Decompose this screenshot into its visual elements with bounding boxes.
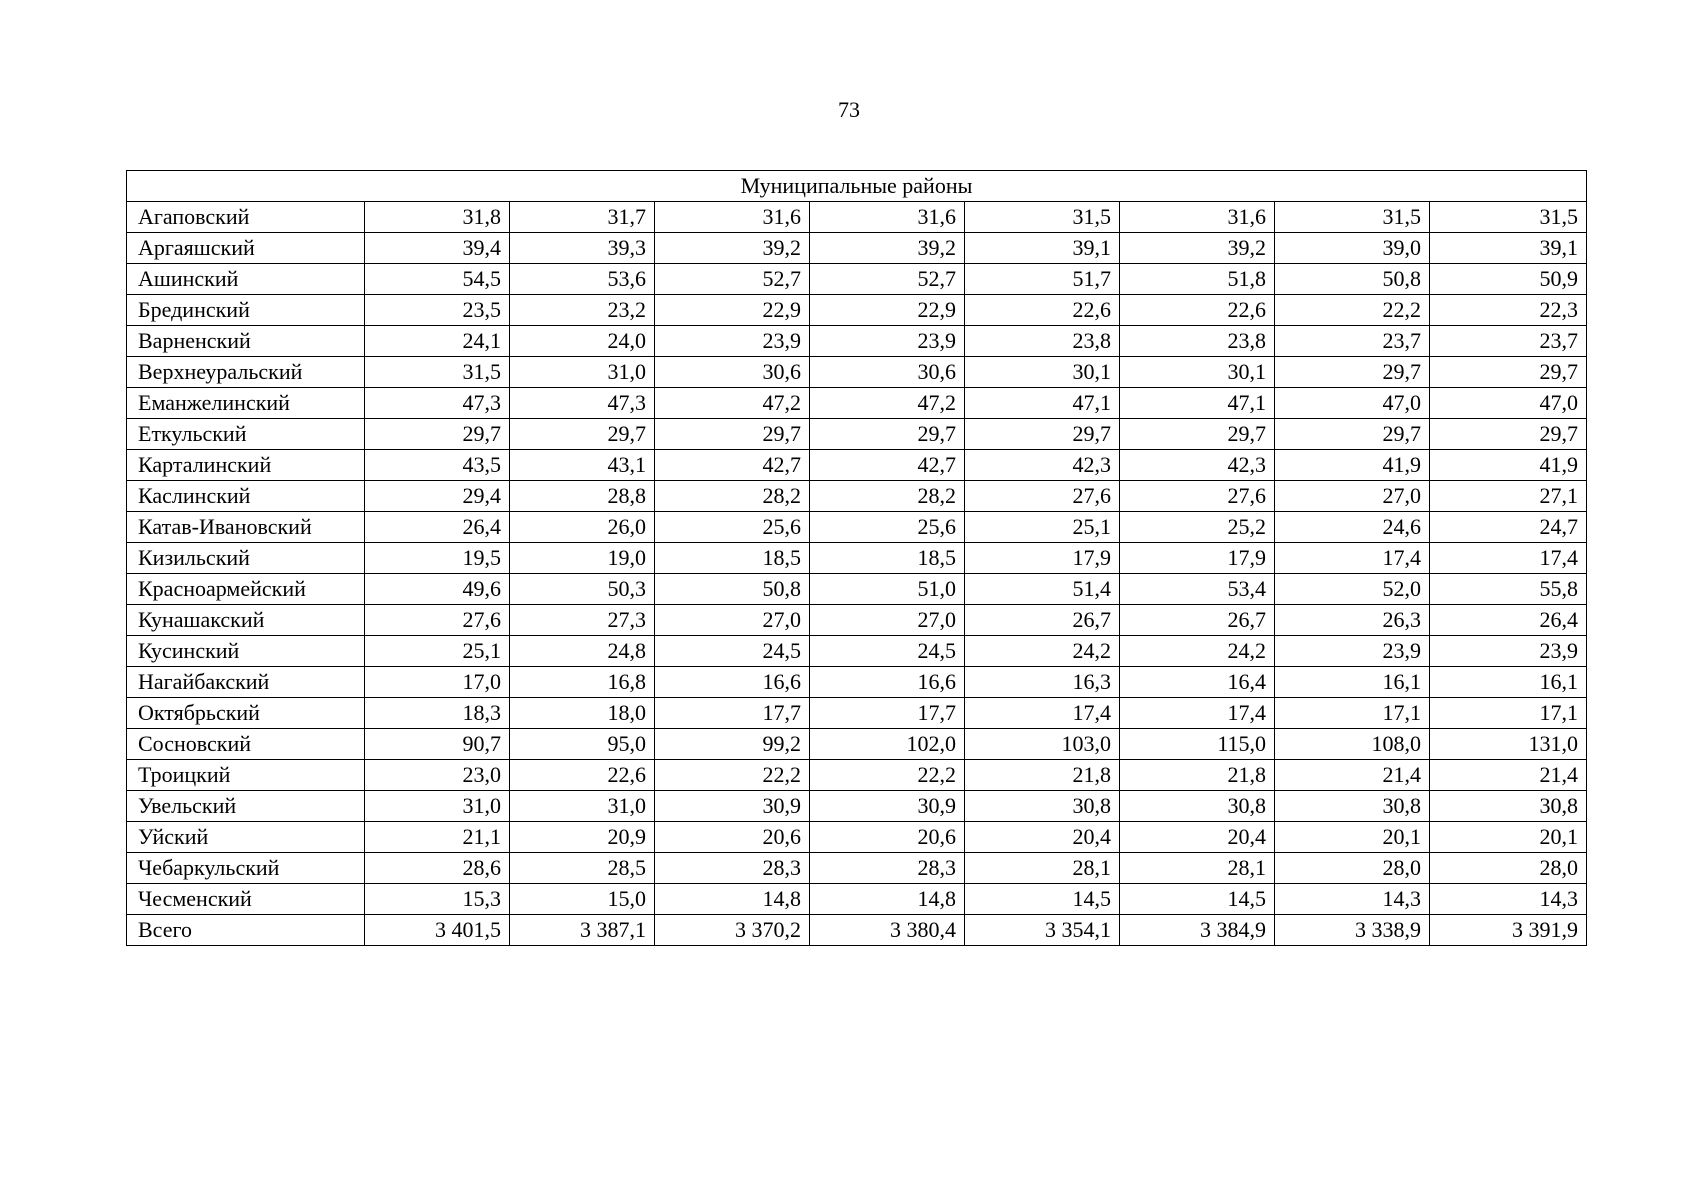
value-cell: 3 384,9 bbox=[1120, 915, 1275, 946]
value-cell: 50,9 bbox=[1430, 264, 1587, 295]
value-cell: 108,0 bbox=[1275, 729, 1430, 760]
value-cell: 28,6 bbox=[365, 853, 510, 884]
table-row bbox=[127, 295, 1587, 326]
value-cell: 28,5 bbox=[510, 853, 655, 884]
value-cell: 42,7 bbox=[810, 450, 965, 481]
table-row bbox=[127, 388, 1587, 419]
value-cell: 31,6 bbox=[655, 202, 810, 233]
value-cell: 31,5 bbox=[965, 202, 1120, 233]
value-cell: 26,7 bbox=[1120, 605, 1275, 636]
value-cell: 39,2 bbox=[655, 233, 810, 264]
value-cell: 53,4 bbox=[1120, 574, 1275, 605]
district-name-cell: Чебаркульский bbox=[127, 853, 365, 884]
value-cell: 29,7 bbox=[1120, 419, 1275, 450]
value-cell: 31,5 bbox=[1275, 202, 1430, 233]
value-cell: 25,1 bbox=[965, 512, 1120, 543]
value-cell: 39,1 bbox=[965, 233, 1120, 264]
value-cell: 3 370,2 bbox=[655, 915, 810, 946]
value-cell: 29,7 bbox=[655, 419, 810, 450]
value-cell: 27,0 bbox=[655, 605, 810, 636]
district-name-cell: Нагайбакский bbox=[127, 667, 365, 698]
value-cell: 39,1 bbox=[1430, 233, 1587, 264]
district-name-cell: Кизильский bbox=[127, 543, 365, 574]
value-cell: 24,2 bbox=[965, 636, 1120, 667]
table-row bbox=[127, 698, 1587, 729]
district-name-cell: Октябрьский bbox=[127, 698, 365, 729]
value-cell: 131,0 bbox=[1430, 729, 1587, 760]
value-cell: 25,6 bbox=[810, 512, 965, 543]
value-cell: 41,9 bbox=[1430, 450, 1587, 481]
value-cell: 22,9 bbox=[810, 295, 965, 326]
value-cell: 20,4 bbox=[1120, 822, 1275, 853]
value-cell: 22,6 bbox=[510, 760, 655, 791]
value-cell: 15,0 bbox=[510, 884, 655, 915]
value-cell: 20,6 bbox=[655, 822, 810, 853]
value-cell: 27,6 bbox=[365, 605, 510, 636]
value-cell: 24,5 bbox=[810, 636, 965, 667]
value-cell: 31,6 bbox=[1120, 202, 1275, 233]
value-cell: 24,0 bbox=[510, 326, 655, 357]
value-cell: 52,0 bbox=[1275, 574, 1430, 605]
table-row bbox=[127, 636, 1587, 667]
value-cell: 24,7 bbox=[1430, 512, 1587, 543]
value-cell: 21,1 bbox=[365, 822, 510, 853]
value-cell: 27,6 bbox=[965, 481, 1120, 512]
value-cell: 39,3 bbox=[510, 233, 655, 264]
value-cell: 42,3 bbox=[965, 450, 1120, 481]
value-cell: 17,4 bbox=[965, 698, 1120, 729]
value-cell: 21,4 bbox=[1275, 760, 1430, 791]
value-cell: 23,7 bbox=[1430, 326, 1587, 357]
value-cell: 50,8 bbox=[655, 574, 810, 605]
value-cell: 18,0 bbox=[510, 698, 655, 729]
district-name-cell: Еманжелинский bbox=[127, 388, 365, 419]
municipal-districts-table bbox=[126, 170, 1587, 946]
value-cell: 23,9 bbox=[1430, 636, 1587, 667]
value-cell: 51,8 bbox=[1120, 264, 1275, 295]
value-cell: 28,1 bbox=[965, 853, 1120, 884]
value-cell: 18,5 bbox=[810, 543, 965, 574]
value-cell: 23,8 bbox=[1120, 326, 1275, 357]
value-cell: 39,2 bbox=[1120, 233, 1275, 264]
district-name-cell: Красноармейский bbox=[127, 574, 365, 605]
value-cell: 47,2 bbox=[810, 388, 965, 419]
district-name-cell: Брединский bbox=[127, 295, 365, 326]
table-row bbox=[127, 574, 1587, 605]
value-cell: 21,4 bbox=[1430, 760, 1587, 791]
value-cell: 23,0 bbox=[365, 760, 510, 791]
value-cell: 20,4 bbox=[965, 822, 1120, 853]
value-cell: 14,8 bbox=[810, 884, 965, 915]
district-name-cell: Варненский bbox=[127, 326, 365, 357]
value-cell: 16,8 bbox=[510, 667, 655, 698]
value-cell: 52,7 bbox=[655, 264, 810, 295]
value-cell: 22,6 bbox=[965, 295, 1120, 326]
value-cell: 24,5 bbox=[655, 636, 810, 667]
table-row bbox=[127, 760, 1587, 791]
table-row bbox=[127, 667, 1587, 698]
value-cell: 21,8 bbox=[965, 760, 1120, 791]
value-cell: 25,2 bbox=[1120, 512, 1275, 543]
table-row bbox=[127, 481, 1587, 512]
value-cell: 30,9 bbox=[655, 791, 810, 822]
district-name-cell: Сосновский bbox=[127, 729, 365, 760]
section-header: Муниципальные районы bbox=[127, 171, 1587, 202]
value-cell: 47,3 bbox=[510, 388, 655, 419]
value-cell: 31,6 bbox=[810, 202, 965, 233]
value-cell: 17,7 bbox=[810, 698, 965, 729]
value-cell: 28,1 bbox=[1120, 853, 1275, 884]
value-cell: 19,0 bbox=[510, 543, 655, 574]
value-cell: 21,8 bbox=[1120, 760, 1275, 791]
value-cell: 51,7 bbox=[965, 264, 1120, 295]
value-cell: 16,1 bbox=[1275, 667, 1430, 698]
value-cell: 27,0 bbox=[810, 605, 965, 636]
value-cell: 24,1 bbox=[365, 326, 510, 357]
value-cell: 31,8 bbox=[365, 202, 510, 233]
table-row bbox=[127, 729, 1587, 760]
value-cell: 47,3 bbox=[365, 388, 510, 419]
value-cell: 31,5 bbox=[1430, 202, 1587, 233]
district-name-cell: Каслинский bbox=[127, 481, 365, 512]
value-cell: 47,0 bbox=[1430, 388, 1587, 419]
value-cell: 51,4 bbox=[965, 574, 1120, 605]
value-cell: 25,1 bbox=[365, 636, 510, 667]
district-name-cell: Аргаяшский bbox=[127, 233, 365, 264]
value-cell: 28,0 bbox=[1430, 853, 1587, 884]
value-cell: 3 391,9 bbox=[1430, 915, 1587, 946]
value-cell: 28,3 bbox=[655, 853, 810, 884]
value-cell: 25,6 bbox=[655, 512, 810, 543]
table-row bbox=[127, 543, 1587, 574]
value-cell: 17,4 bbox=[1120, 698, 1275, 729]
value-cell: 27,1 bbox=[1430, 481, 1587, 512]
value-cell: 26,0 bbox=[510, 512, 655, 543]
value-cell: 22,3 bbox=[1430, 295, 1587, 326]
value-cell: 49,6 bbox=[365, 574, 510, 605]
value-cell: 29,7 bbox=[1430, 419, 1587, 450]
value-cell: 90,7 bbox=[365, 729, 510, 760]
value-cell: 3 338,9 bbox=[1275, 915, 1430, 946]
value-cell: 28,2 bbox=[655, 481, 810, 512]
district-name-cell: Ашинский bbox=[127, 264, 365, 295]
value-cell: 41,9 bbox=[1275, 450, 1430, 481]
district-name-cell: Уйский bbox=[127, 822, 365, 853]
value-cell: 3 380,4 bbox=[810, 915, 965, 946]
value-cell: 29,7 bbox=[1275, 419, 1430, 450]
value-cell: 39,0 bbox=[1275, 233, 1430, 264]
district-name-cell: Чесменский bbox=[127, 884, 365, 915]
value-cell: 3 354,1 bbox=[965, 915, 1120, 946]
value-cell: 17,1 bbox=[1275, 698, 1430, 729]
value-cell: 14,5 bbox=[965, 884, 1120, 915]
value-cell: 39,2 bbox=[810, 233, 965, 264]
value-cell: 23,9 bbox=[810, 326, 965, 357]
value-cell: 29,7 bbox=[1275, 357, 1430, 388]
value-cell: 22,6 bbox=[1120, 295, 1275, 326]
value-cell: 23,8 bbox=[965, 326, 1120, 357]
district-name-cell: Катав-Ивановский bbox=[127, 512, 365, 543]
value-cell: 3 387,1 bbox=[510, 915, 655, 946]
value-cell: 115,0 bbox=[1120, 729, 1275, 760]
value-cell: 53,6 bbox=[510, 264, 655, 295]
district-name-cell: Увельский bbox=[127, 791, 365, 822]
value-cell: 27,3 bbox=[510, 605, 655, 636]
value-cell: 24,2 bbox=[1120, 636, 1275, 667]
value-cell: 30,8 bbox=[1275, 791, 1430, 822]
value-cell: 24,6 bbox=[1275, 512, 1430, 543]
value-cell: 55,8 bbox=[1430, 574, 1587, 605]
value-cell: 28,2 bbox=[810, 481, 965, 512]
total-row bbox=[127, 915, 1587, 946]
value-cell: 29,7 bbox=[965, 419, 1120, 450]
table-body bbox=[127, 171, 1587, 946]
value-cell: 39,4 bbox=[365, 233, 510, 264]
value-cell: 16,3 bbox=[965, 667, 1120, 698]
value-cell: 14,3 bbox=[1430, 884, 1587, 915]
value-cell: 29,7 bbox=[1430, 357, 1587, 388]
value-cell: 50,3 bbox=[510, 574, 655, 605]
value-cell: 47,1 bbox=[1120, 388, 1275, 419]
value-cell: 51,0 bbox=[810, 574, 965, 605]
value-cell: 47,2 bbox=[655, 388, 810, 419]
value-cell: 23,9 bbox=[655, 326, 810, 357]
value-cell: 14,3 bbox=[1275, 884, 1430, 915]
value-cell: 30,1 bbox=[1120, 357, 1275, 388]
value-cell: 54,5 bbox=[365, 264, 510, 295]
value-cell: 14,8 bbox=[655, 884, 810, 915]
value-cell: 31,0 bbox=[365, 791, 510, 822]
value-cell: 43,5 bbox=[365, 450, 510, 481]
value-cell: 28,0 bbox=[1275, 853, 1430, 884]
value-cell: 20,9 bbox=[510, 822, 655, 853]
value-cell: 47,0 bbox=[1275, 388, 1430, 419]
district-name-cell: Троицкий bbox=[127, 760, 365, 791]
value-cell: 23,7 bbox=[1275, 326, 1430, 357]
value-cell: 26,3 bbox=[1275, 605, 1430, 636]
district-name-cell: Кунашакский bbox=[127, 605, 365, 636]
district-name-cell: Еткульский bbox=[127, 419, 365, 450]
value-cell: 18,5 bbox=[655, 543, 810, 574]
value-cell: 17,9 bbox=[1120, 543, 1275, 574]
value-cell: 30,8 bbox=[1120, 791, 1275, 822]
value-cell: 95,0 bbox=[510, 729, 655, 760]
value-cell: 52,7 bbox=[810, 264, 965, 295]
value-cell: 102,0 bbox=[810, 729, 965, 760]
value-cell: 27,0 bbox=[1275, 481, 1430, 512]
section-header-row bbox=[127, 171, 1587, 202]
value-cell: 26,4 bbox=[365, 512, 510, 543]
value-cell: 16,1 bbox=[1430, 667, 1587, 698]
table-row bbox=[127, 202, 1587, 233]
table-row bbox=[127, 233, 1587, 264]
value-cell: 23,2 bbox=[510, 295, 655, 326]
value-cell: 16,6 bbox=[810, 667, 965, 698]
value-cell: 30,6 bbox=[810, 357, 965, 388]
value-cell: 42,7 bbox=[655, 450, 810, 481]
table-row bbox=[127, 512, 1587, 543]
value-cell: 30,1 bbox=[965, 357, 1120, 388]
table-row bbox=[127, 450, 1587, 481]
value-cell: 29,7 bbox=[510, 419, 655, 450]
table-row bbox=[127, 822, 1587, 853]
value-cell: 17,0 bbox=[365, 667, 510, 698]
value-cell: 50,8 bbox=[1275, 264, 1430, 295]
value-cell: 30,6 bbox=[655, 357, 810, 388]
value-cell: 26,7 bbox=[965, 605, 1120, 636]
value-cell: 30,9 bbox=[810, 791, 965, 822]
value-cell: 17,9 bbox=[965, 543, 1120, 574]
table-row bbox=[127, 791, 1587, 822]
value-cell: 31,7 bbox=[510, 202, 655, 233]
value-cell: 22,2 bbox=[1275, 295, 1430, 326]
table-row bbox=[127, 419, 1587, 450]
value-cell: 28,3 bbox=[810, 853, 965, 884]
value-cell: 24,8 bbox=[510, 636, 655, 667]
value-cell: 20,1 bbox=[1275, 822, 1430, 853]
table-row bbox=[127, 853, 1587, 884]
value-cell: 23,9 bbox=[1275, 636, 1430, 667]
district-name-cell: Верхнеуральский bbox=[127, 357, 365, 388]
table-row bbox=[127, 605, 1587, 636]
value-cell: 18,3 bbox=[365, 698, 510, 729]
district-name-cell: Кусинский bbox=[127, 636, 365, 667]
value-cell: 14,5 bbox=[1120, 884, 1275, 915]
value-cell: 29,7 bbox=[810, 419, 965, 450]
value-cell: 31,0 bbox=[510, 791, 655, 822]
value-cell: 99,2 bbox=[655, 729, 810, 760]
value-cell: 22,9 bbox=[655, 295, 810, 326]
value-cell: 22,2 bbox=[655, 760, 810, 791]
value-cell: 15,3 bbox=[365, 884, 510, 915]
table-row bbox=[127, 884, 1587, 915]
page-number: 73 bbox=[838, 97, 860, 122]
value-cell: 26,4 bbox=[1430, 605, 1587, 636]
value-cell: 103,0 bbox=[965, 729, 1120, 760]
value-cell: 22,2 bbox=[810, 760, 965, 791]
value-cell: 3 401,5 bbox=[365, 915, 510, 946]
value-cell: 28,8 bbox=[510, 481, 655, 512]
value-cell: 30,8 bbox=[1430, 791, 1587, 822]
value-cell: 31,5 bbox=[365, 357, 510, 388]
value-cell: 27,6 bbox=[1120, 481, 1275, 512]
value-cell: 23,5 bbox=[365, 295, 510, 326]
value-cell: 16,4 bbox=[1120, 667, 1275, 698]
value-cell: 29,7 bbox=[365, 419, 510, 450]
table-row bbox=[127, 357, 1587, 388]
value-cell: 17,4 bbox=[1275, 543, 1430, 574]
value-cell: 16,6 bbox=[655, 667, 810, 698]
value-cell: 42,3 bbox=[1120, 450, 1275, 481]
value-cell: 30,8 bbox=[965, 791, 1120, 822]
value-cell: 29,4 bbox=[365, 481, 510, 512]
value-cell: 43,1 bbox=[510, 450, 655, 481]
value-cell: 17,1 bbox=[1430, 698, 1587, 729]
district-name-cell: Всего bbox=[127, 915, 365, 946]
district-name-cell: Карталинский bbox=[127, 450, 365, 481]
district-name-cell: Агаповский bbox=[127, 202, 365, 233]
value-cell: 20,6 bbox=[810, 822, 965, 853]
value-cell: 31,0 bbox=[510, 357, 655, 388]
table-row bbox=[127, 264, 1587, 295]
value-cell: 17,7 bbox=[655, 698, 810, 729]
table-row bbox=[127, 326, 1587, 357]
value-cell: 47,1 bbox=[965, 388, 1120, 419]
value-cell: 19,5 bbox=[365, 543, 510, 574]
value-cell: 20,1 bbox=[1430, 822, 1587, 853]
value-cell: 17,4 bbox=[1430, 543, 1587, 574]
